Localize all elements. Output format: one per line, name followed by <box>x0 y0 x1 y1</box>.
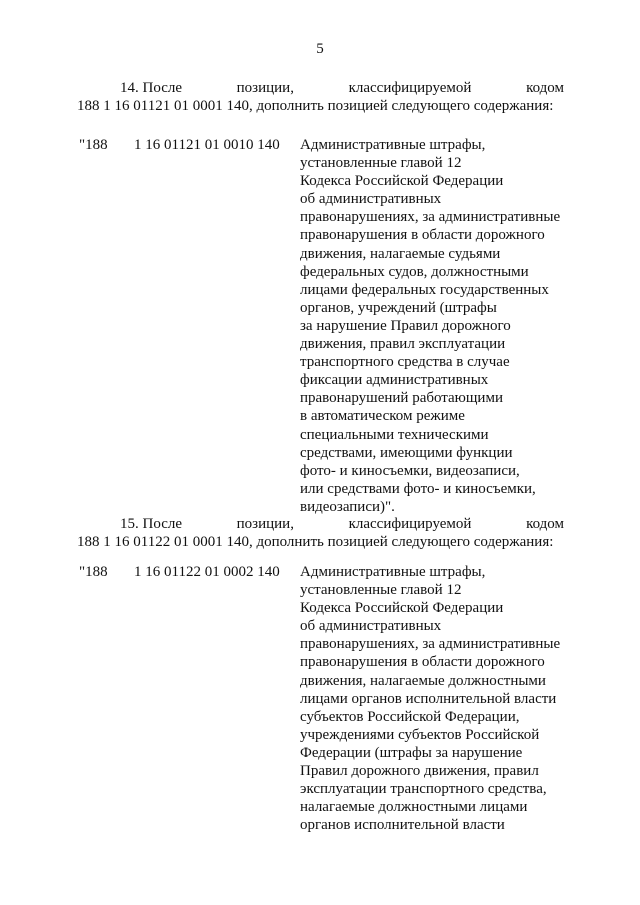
item-15-heading-word-3: классифицируемой <box>348 516 472 532</box>
item-15-heading-word-1: 15. После <box>120 516 183 532</box>
item-15-heading-word-2: позиции, <box>236 516 294 532</box>
page-number: 5 <box>316 41 324 57</box>
item-14-heading-word-3: классифицируемой <box>348 80 472 96</box>
item-15-heading-continuation: 188 1 16 01122 01 0001 140, дополнить позицией следующего содержания: <box>77 534 554 550</box>
item-15-heading <box>120 515 564 533</box>
item-15-description: Административные штрафы, установленные главой 12 Кодекса Российской Федерации об административных правонарушениях, за административные правонарушения в области дорожного движения, налагаемые должностными лицами органов исполнительной власти субъектов Российской Федерации, учреждениями субъектов Российской Федерации (штрафы за нарушение Правил дорожного движения, правил эксплуатации транспортного средства, налагаемые должностными лицами органов исполнительной власти <box>300 564 561 834</box>
item-14-heading-continuation: 188 1 16 01121 01 0001 140, дополнить позицией следующего содержания: <box>77 98 554 114</box>
item-14-heading <box>120 79 564 97</box>
item-15-code: 1 16 01122 01 0002 140 <box>134 564 280 580</box>
item-14-heading-word-2: позиции, <box>236 80 294 96</box>
item-14-description: Административные штрафы, установленные главой 12 Кодекса Российской Федерации об административных правонарушениях, за административные правонарушения в области дорожного движения, налагаемые судьями федеральных судов, должностными лицами федеральных государственных органов, учреждений (штрафы за нарушение Правил дорожного движения, правил эксплуатации транспортного средства в случае фиксации административных правонарушений работающими в автоматическом режиме специальными техническими средствами, имеющими функции фото- и киносъемки, видеозаписи, или средствами фото- и киносъемки, видеозаписи)". <box>300 137 561 515</box>
item-15-heading-word-4: кодом <box>526 516 564 532</box>
item-14-code: 1 16 01121 01 0010 140 <box>134 137 280 153</box>
item-14-code-prefix: "188 <box>79 137 108 153</box>
item-14-heading-word-1: 14. После <box>120 80 183 96</box>
item-14-heading-word-4: кодом <box>526 80 564 96</box>
item-15-code-prefix: "188 <box>79 564 108 580</box>
